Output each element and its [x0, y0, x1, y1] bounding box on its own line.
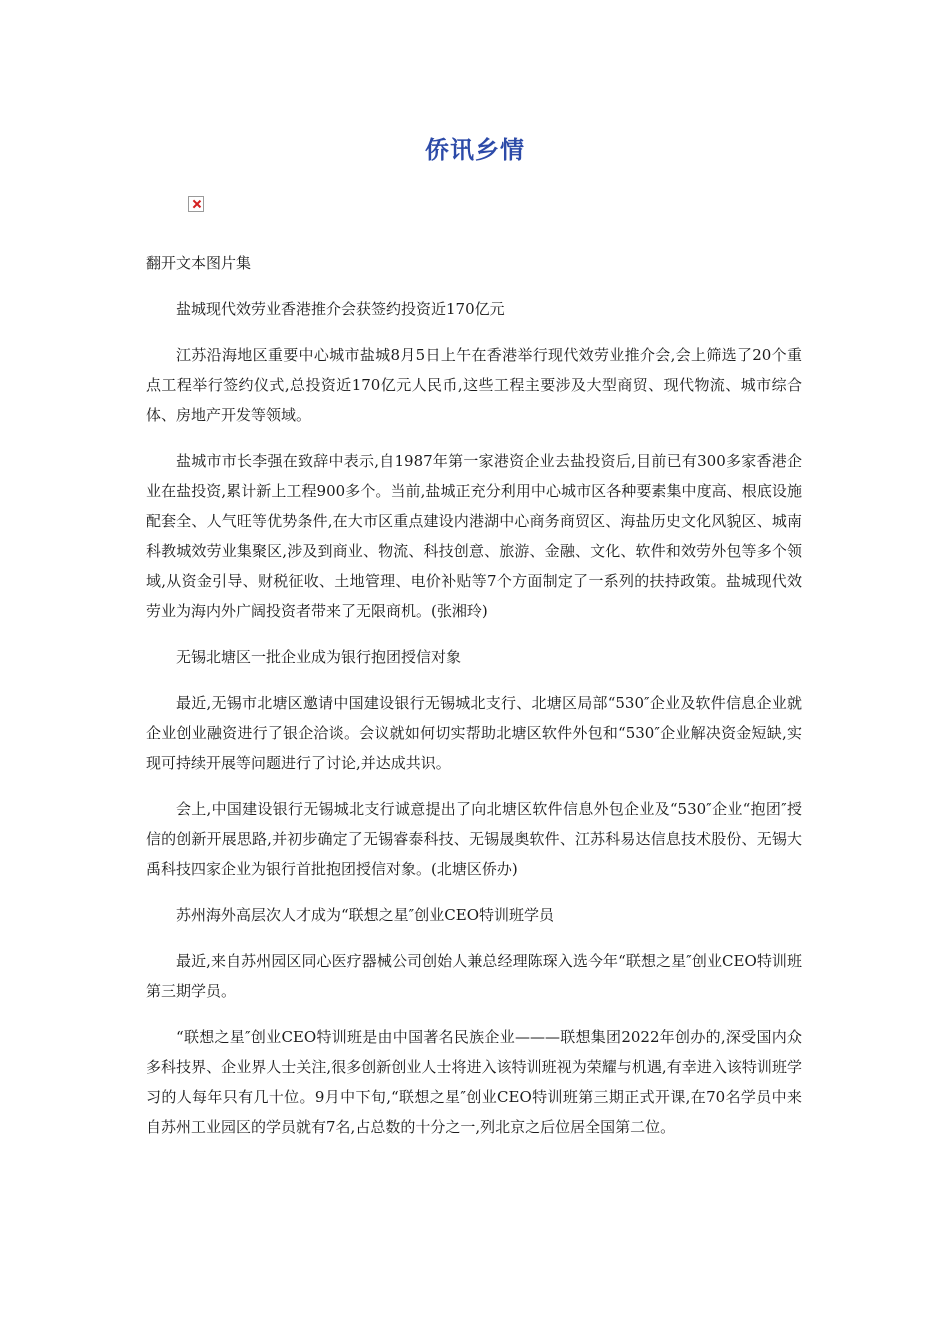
section-heading: 苏州海外高层次人才成为“联想之星″创业CEO特训班学员 [176, 906, 554, 924]
page-title: 侨讯乡情 [425, 136, 525, 164]
paragraph: 会上,中国建设银行无锡城北支行诚意提出了向北塘区软件信息外包企业及“530″企业“抱团″授信的创新开展思路,并初步确定了无锡睿泰科技、无锡晟奥软件、江苏科易达信息技术股份、无锡大禹科技四家企业为银行首批抱团授信对象。(北塘区侨办) [146, 800, 802, 878]
paragraph: 最近,无锡市北塘区邀请中国建设银行无锡城北支行、北塘区局部“530″企业及软件信息企业就企业创业融资进行了银企洽谈。会议就如何切实帮助北塘区软件外包和“530″企业解决资金短缺,实现可持续开展等问题进行了讨论,并达成共识。 [146, 694, 802, 772]
paragraph: “联想之星″创业CEO特训班是由中国著名民族企业———联想集团2022年创办的,深受国内众多科技界、企业界人士关注,很多创新创业人士将进入该特训班视为荣耀与机遇,有幸进入该特训班学习的人每年只有几十位。9月中下旬,“联想之星″创业CEO特训班第三期正式开课,在70名学员中来自苏州工业园区的学员就有7名,占总数的十分之一,列北京之后位居全国第二位。 [146, 1028, 802, 1136]
article-body [146, 248, 802, 1158]
broken-image-icon [188, 196, 204, 212]
paragraph: 江苏沿海地区重要中心城市盐城8月5日上午在香港举行现代效劳业推介会,会上筛选了20个重点工程举行签约仪式,总投资近170亿元人民币,这些工程主要涉及大型商贸、现代物流、城市综合体、房地产开发等领域。 [146, 346, 802, 424]
image-caption: 翻开文本图片集 [146, 254, 252, 272]
paragraph: 最近,来自苏州园区同心医疗器械公司创始人兼总经理陈琛入选今年“联想之星″创业CEO特训班第三期学员。 [146, 952, 802, 1000]
section-heading: 无锡北塘区一批企业成为银行抱团授信对象 [176, 648, 462, 666]
paragraph: 盐城市市长李强在致辞中表示,自1987年第一家港资企业去盐投资后,目前已有300多家香港企业在盐投资,累计新上工程900多个。当前,盐城正充分利用中心城市区各种要素集中度高、根底设施配套全、人气旺等优势条件,在大市区重点建设内港湖中心商务商贸区、海盐历史文化风貌区、城南科教城效劳业集聚区,涉及到商业、物流、科技创意、旅游、金融、文化、软件和效劳外包等多个领域,从资金引导、财税征收、土地管理、电价补贴等7个方面制定了一系列的扶持政策。盐城现代效劳业为海内外广阔投资者带来了无限商机。(张湘玲) [146, 452, 802, 620]
section-heading: 盐城现代效劳业香港推介会获签约投资近170亿元 [176, 300, 505, 318]
